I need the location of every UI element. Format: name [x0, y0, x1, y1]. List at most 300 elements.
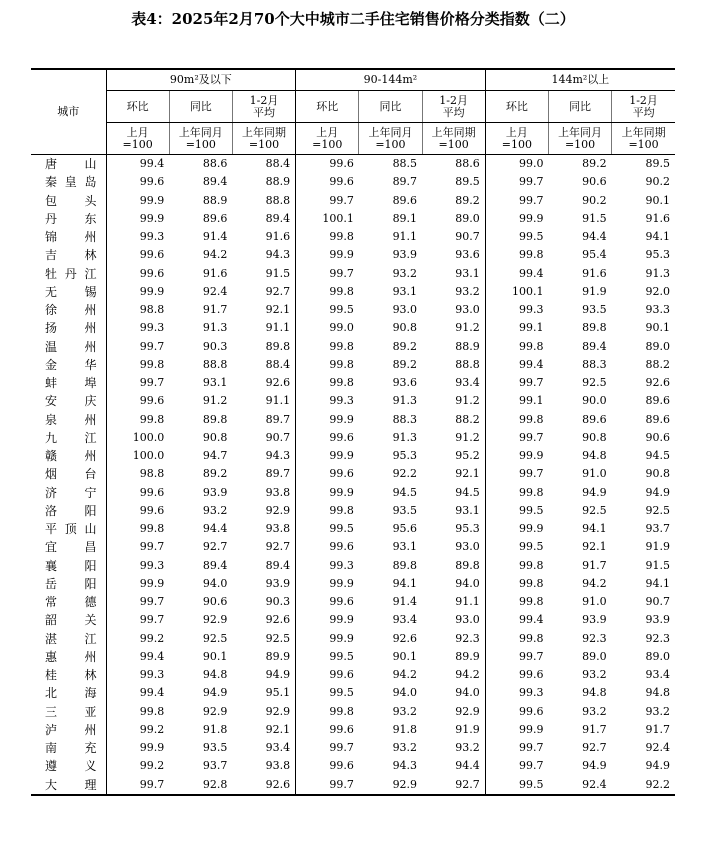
index-value: 90.7 [455, 230, 480, 244]
index-value: 100.1 [485, 283, 548, 301]
index-value: 93.2 [455, 741, 480, 755]
index-value: 92.1 [582, 540, 607, 554]
city-name: 赣州 [45, 449, 97, 464]
index-value: 89.2 [392, 357, 418, 371]
index-value: 99.2 [106, 721, 169, 739]
index-value: 91.0 [582, 595, 607, 609]
index-value: 89.8 [455, 558, 480, 572]
index-value: 93.9 [202, 485, 228, 499]
index-value: 91.3 [645, 266, 670, 280]
index-value: 88.4 [265, 357, 291, 371]
metric-header: 同比 [548, 91, 611, 123]
index-value: 92.6 [232, 776, 295, 795]
city-name: 常德 [45, 595, 97, 610]
metric-header: 1-2月 平均 [232, 91, 295, 123]
index-value: 93.2 [582, 704, 607, 718]
index-value: 99.8 [296, 228, 359, 246]
index-value: 99.8 [485, 338, 548, 356]
index-value: 89.2 [455, 193, 480, 207]
index-value: 99.1 [485, 392, 548, 410]
index-value: 94.4 [582, 230, 607, 244]
index-value: 94.9 [582, 485, 607, 499]
index-value: 99.7 [106, 374, 169, 392]
index-value: 89.8 [582, 321, 607, 335]
index-value: 88.6 [455, 157, 480, 171]
index-value: 99.4 [485, 265, 548, 283]
index-value: 91.1 [265, 321, 291, 335]
price-index-table [31, 68, 675, 796]
index-value: 89.6 [645, 412, 670, 426]
index-value: 89.9 [265, 649, 291, 663]
index-value: 93.2 [455, 284, 480, 298]
index-value: 92.0 [645, 284, 670, 298]
index-value: 94.0 [455, 576, 480, 590]
city-name: 蚌埠 [45, 376, 97, 391]
city-name: 岳阳 [45, 576, 97, 591]
index-value: 93.1 [392, 540, 418, 554]
city-name: 北海 [45, 686, 97, 701]
base-header: 上年同月 =100 [169, 123, 232, 155]
index-value: 99.7 [296, 192, 359, 210]
index-value: 93.6 [392, 376, 418, 390]
index-value: 99.5 [485, 228, 548, 246]
index-value: 92.5 [265, 631, 291, 645]
index-value: 89.4 [265, 558, 291, 572]
table-row [31, 739, 675, 757]
index-value: 92.6 [645, 376, 670, 390]
index-value: 92.9 [455, 704, 480, 718]
index-value: 91.3 [392, 430, 418, 444]
index-value: 88.8 [202, 357, 228, 371]
index-value: 92.2 [392, 467, 418, 481]
index-value: 91.7 [645, 722, 670, 736]
index-value: 99.8 [296, 338, 359, 356]
table-row [31, 502, 675, 520]
index-value: 93.4 [455, 376, 480, 390]
index-value: 99.8 [296, 374, 359, 392]
index-value: 93.9 [645, 613, 670, 627]
index-value: 99.5 [296, 301, 359, 319]
index-value: 92.6 [392, 631, 418, 645]
index-value: 88.8 [455, 357, 480, 371]
metric-header: 环比 [485, 91, 548, 123]
index-value: 90.1 [645, 321, 670, 335]
table-row [31, 520, 675, 538]
index-value: 92.1 [265, 722, 291, 736]
index-value: 94.5 [455, 485, 480, 499]
index-value: 99.9 [296, 630, 359, 648]
index-value: 93.2 [392, 741, 418, 755]
index-value: 99.7 [106, 593, 169, 611]
index-value: 92.7 [202, 540, 228, 554]
page-title: 表4：2025年2月70个大中城市二手住宅销售价格分类指数（二） [131, 10, 575, 28]
group-header: 144m²以上 [485, 69, 675, 91]
index-value: 91.1 [265, 394, 291, 408]
index-value: 93.8 [265, 522, 291, 536]
table-row [31, 484, 675, 502]
index-value: 91.1 [455, 595, 480, 609]
index-value: 94.1 [392, 576, 418, 590]
table-row [31, 684, 675, 702]
city-name: 锦州 [45, 230, 97, 245]
index-value: 89.8 [392, 558, 418, 572]
index-value: 93.9 [265, 576, 291, 590]
index-value: 93.8 [265, 485, 291, 499]
index-value: 91.8 [392, 722, 418, 736]
table-row [31, 611, 675, 629]
metric-header: 环比 [106, 91, 169, 123]
index-value: 99.3 [106, 557, 169, 575]
index-value: 100.0 [106, 447, 169, 465]
index-value: 99.6 [485, 703, 548, 721]
city-name: 丹东 [45, 211, 97, 226]
index-value: 88.6 [202, 157, 228, 171]
index-value: 94.5 [392, 485, 418, 499]
index-value: 94.1 [582, 522, 607, 536]
index-value: 91.1 [392, 230, 418, 244]
index-value: 91.7 [582, 558, 607, 572]
index-value: 94.1 [645, 576, 670, 590]
index-value: 94.2 [582, 576, 607, 590]
index-value: 99.8 [296, 283, 359, 301]
base-header: 上年同期 =100 [612, 123, 675, 155]
table-row [31, 301, 675, 319]
index-value: 92.9 [265, 503, 291, 517]
index-value: 89.0 [455, 211, 480, 225]
city-name: 泸州 [45, 722, 97, 737]
index-value: 99.5 [296, 520, 359, 538]
table-row [31, 666, 675, 684]
city-name: 桂林 [45, 668, 97, 683]
index-value: 91.9 [455, 722, 480, 736]
index-value: 91.5 [645, 558, 670, 572]
table-row [31, 557, 675, 575]
index-value: 90.3 [265, 595, 291, 609]
index-value: 93.5 [582, 303, 607, 317]
index-value: 89.4 [202, 558, 228, 572]
base-header: 上年同月 =100 [359, 123, 422, 155]
index-value: 99.3 [106, 319, 169, 337]
index-value: 99.2 [106, 630, 169, 648]
index-value: 88.8 [265, 193, 291, 207]
index-value: 99.7 [485, 429, 548, 447]
index-value: 88.9 [455, 339, 480, 353]
index-value: 99.7 [296, 739, 359, 757]
index-value: 92.1 [455, 467, 480, 481]
index-value: 92.1 [265, 303, 291, 317]
index-value: 99.8 [485, 246, 548, 264]
index-value: 99.8 [485, 630, 548, 648]
city-name: 宜昌 [45, 540, 97, 555]
table-row [31, 356, 675, 374]
index-value: 99.8 [485, 411, 548, 429]
index-value: 95.2 [455, 449, 480, 463]
index-value: 94.8 [202, 668, 228, 682]
index-value: 98.8 [106, 465, 169, 483]
table-row [31, 630, 675, 648]
city-name: 吉林 [45, 248, 97, 263]
index-value: 93.1 [455, 503, 480, 517]
index-value: 99.5 [485, 538, 548, 556]
index-value: 98.8 [106, 301, 169, 319]
table-row [31, 721, 675, 739]
index-value: 99.6 [296, 173, 359, 191]
index-value: 90.3 [202, 339, 228, 353]
index-value: 99.6 [296, 593, 359, 611]
index-value: 99.8 [485, 575, 548, 593]
index-value: 92.5 [202, 631, 228, 645]
index-value: 89.6 [645, 394, 670, 408]
index-value: 99.7 [485, 648, 548, 666]
table-row [31, 757, 675, 775]
index-value: 92.5 [582, 503, 607, 517]
header-row-bases [31, 123, 675, 155]
index-value: 90.8 [392, 321, 418, 335]
index-value: 91.2 [455, 321, 480, 335]
table-row [31, 429, 675, 447]
city-name: 徐州 [45, 303, 97, 318]
index-value: 93.2 [582, 668, 607, 682]
index-value: 95.3 [645, 248, 670, 262]
index-value: 88.4 [265, 157, 291, 171]
city-name: 烟台 [45, 467, 97, 482]
index-value: 93.2 [392, 266, 418, 280]
index-value: 93.0 [455, 540, 480, 554]
metric-header: 1-2月 平均 [422, 91, 485, 123]
table-row [31, 776, 675, 795]
index-value: 88.2 [455, 412, 480, 426]
index-value: 95.3 [392, 449, 418, 463]
index-value: 91.9 [582, 284, 607, 298]
table-row [31, 465, 675, 483]
city-name: 泉州 [45, 412, 97, 427]
index-value: 99.5 [485, 502, 548, 520]
index-value: 99.9 [106, 283, 169, 301]
city-name: 扬州 [45, 321, 97, 336]
index-value: 93.2 [645, 704, 670, 718]
index-value: 99.9 [296, 575, 359, 593]
city-name: 湛江 [45, 631, 97, 646]
index-value: 94.9 [265, 668, 291, 682]
index-value: 91.5 [265, 266, 291, 280]
table-row [31, 575, 675, 593]
index-value: 90.8 [202, 430, 228, 444]
index-value: 99.6 [296, 465, 359, 483]
index-value: 99.9 [485, 721, 548, 739]
index-value: 89.6 [582, 412, 607, 426]
index-value: 94.8 [645, 686, 670, 700]
table-row [31, 703, 675, 721]
index-value: 92.7 [265, 540, 291, 554]
index-value: 89.0 [582, 649, 607, 663]
index-value: 99.3 [296, 392, 359, 410]
index-value: 89.0 [645, 649, 670, 663]
index-value: 91.6 [582, 266, 607, 280]
index-value: 90.6 [582, 175, 607, 189]
table-row [31, 155, 675, 174]
city-name: 平顶山 [45, 522, 97, 537]
index-value: 93.3 [645, 303, 670, 317]
index-value: 99.9 [296, 411, 359, 429]
table-row [31, 210, 675, 228]
index-value: 92.6 [265, 376, 291, 390]
index-value: 90.6 [202, 595, 228, 609]
index-value: 91.0 [582, 467, 607, 481]
index-value: 95.6 [392, 522, 418, 536]
header-row-metrics [31, 91, 675, 123]
table-row [31, 411, 675, 429]
index-value: 99.4 [106, 648, 169, 666]
city-name: 秦皇岛 [45, 175, 97, 190]
index-value: 90.6 [645, 430, 670, 444]
index-value: 99.9 [106, 575, 169, 593]
metric-header: 同比 [169, 91, 232, 123]
index-value: 89.4 [202, 175, 228, 189]
index-value: 93.5 [392, 503, 418, 517]
index-value: 92.6 [265, 613, 291, 627]
index-value: 93.0 [455, 613, 480, 627]
group-header: 90-144m² [296, 69, 486, 91]
index-value: 99.7 [106, 538, 169, 556]
index-value: 91.5 [582, 211, 607, 225]
index-value: 89.6 [202, 211, 228, 225]
index-value: 88.9 [265, 175, 291, 189]
city-name: 襄阳 [45, 558, 97, 573]
city-name: 大理 [31, 776, 106, 795]
index-value: 89.2 [582, 157, 607, 171]
index-value: 92.4 [548, 776, 611, 795]
index-value: 91.9 [645, 540, 670, 554]
table-row [31, 228, 675, 246]
table-body [31, 155, 675, 795]
index-value: 99.8 [296, 502, 359, 520]
index-value: 99.9 [296, 611, 359, 629]
index-value: 99.7 [296, 776, 359, 795]
table-row [31, 319, 675, 337]
index-value: 89.9 [455, 649, 480, 663]
index-value: 93.1 [455, 266, 480, 280]
index-value: 99.9 [485, 520, 548, 538]
index-value: 99.8 [106, 356, 169, 374]
index-value: 92.9 [202, 704, 228, 718]
index-value: 88.9 [202, 193, 228, 207]
index-value: 88.3 [392, 412, 418, 426]
index-value: 94.8 [582, 686, 607, 700]
city-name: 唐山 [45, 157, 97, 172]
index-value: 94.4 [202, 522, 228, 536]
index-value: 94.9 [645, 485, 670, 499]
table-row [31, 192, 675, 210]
index-value: 93.2 [202, 503, 228, 517]
index-value: 89.7 [265, 412, 291, 426]
index-value: 92.4 [202, 284, 228, 298]
table-row [31, 648, 675, 666]
index-value: 99.6 [296, 538, 359, 556]
table-row [31, 374, 675, 392]
index-value: 89.7 [392, 175, 418, 189]
index-value: 99.6 [296, 155, 359, 174]
index-value: 91.6 [645, 211, 670, 225]
index-value: 99.7 [485, 192, 548, 210]
index-value: 93.0 [392, 303, 418, 317]
index-value: 91.3 [392, 394, 418, 408]
index-value: 88.5 [392, 157, 418, 171]
index-value: 90.7 [645, 595, 670, 609]
index-value: 99.5 [296, 648, 359, 666]
index-value: 99.8 [485, 557, 548, 575]
index-value: 99.3 [296, 557, 359, 575]
index-value: 99.9 [106, 739, 169, 757]
index-value: 99.6 [106, 502, 169, 520]
index-value: 99.4 [106, 684, 169, 702]
index-value: 99.9 [296, 246, 359, 264]
index-value: 93.4 [265, 741, 291, 755]
index-value: 99.8 [296, 703, 359, 721]
index-value: 94.3 [265, 449, 291, 463]
index-value: 91.2 [455, 430, 480, 444]
city-name: 遵义 [45, 759, 97, 774]
index-value: 99.6 [106, 265, 169, 283]
index-value: 94.8 [582, 449, 607, 463]
index-value: 93.1 [202, 376, 228, 390]
index-value: 99.7 [485, 465, 548, 483]
city-name: 韶关 [45, 613, 97, 628]
index-value: 99.8 [485, 484, 548, 502]
header-row-groups [31, 69, 675, 91]
index-value: 94.2 [455, 668, 480, 682]
index-value: 95.4 [582, 248, 607, 262]
index-value: 89.2 [202, 467, 228, 481]
city-name: 金华 [45, 357, 97, 372]
index-value: 99.6 [106, 484, 169, 502]
index-value: 90.1 [392, 649, 418, 663]
index-value: 99.3 [106, 228, 169, 246]
table-row [31, 246, 675, 264]
index-value: 99.9 [296, 484, 359, 502]
index-value: 99.7 [485, 739, 548, 757]
index-value: 88.3 [582, 357, 607, 371]
index-value: 92.2 [612, 776, 675, 795]
index-value: 93.1 [392, 284, 418, 298]
index-value: 99.8 [106, 411, 169, 429]
index-value: 92.4 [645, 741, 670, 755]
city-name: 包头 [45, 193, 97, 208]
base-header: 上年同期 =100 [232, 123, 295, 155]
table-row [31, 538, 675, 556]
index-value: 91.4 [202, 230, 228, 244]
index-value: 92.9 [359, 776, 422, 795]
index-value: 92.7 [422, 776, 485, 795]
index-value: 93.5 [202, 741, 228, 755]
index-value: 94.9 [582, 759, 607, 773]
index-value: 89.8 [265, 339, 291, 353]
index-value: 100.0 [106, 429, 169, 447]
index-value: 89.7 [265, 467, 291, 481]
index-value: 99.3 [106, 666, 169, 684]
index-value: 89.5 [645, 157, 670, 171]
index-value: 93.4 [392, 613, 418, 627]
index-value: 89.4 [265, 211, 291, 225]
index-value: 94.5 [645, 449, 670, 463]
index-value: 93.4 [645, 668, 670, 682]
index-value: 90.2 [645, 175, 670, 189]
index-value: 99.7 [296, 265, 359, 283]
index-value: 99.9 [485, 447, 548, 465]
base-header: 上月 =100 [485, 123, 548, 155]
table-row [31, 173, 675, 191]
index-value: 99.8 [106, 520, 169, 538]
index-value: 93.7 [202, 759, 228, 773]
